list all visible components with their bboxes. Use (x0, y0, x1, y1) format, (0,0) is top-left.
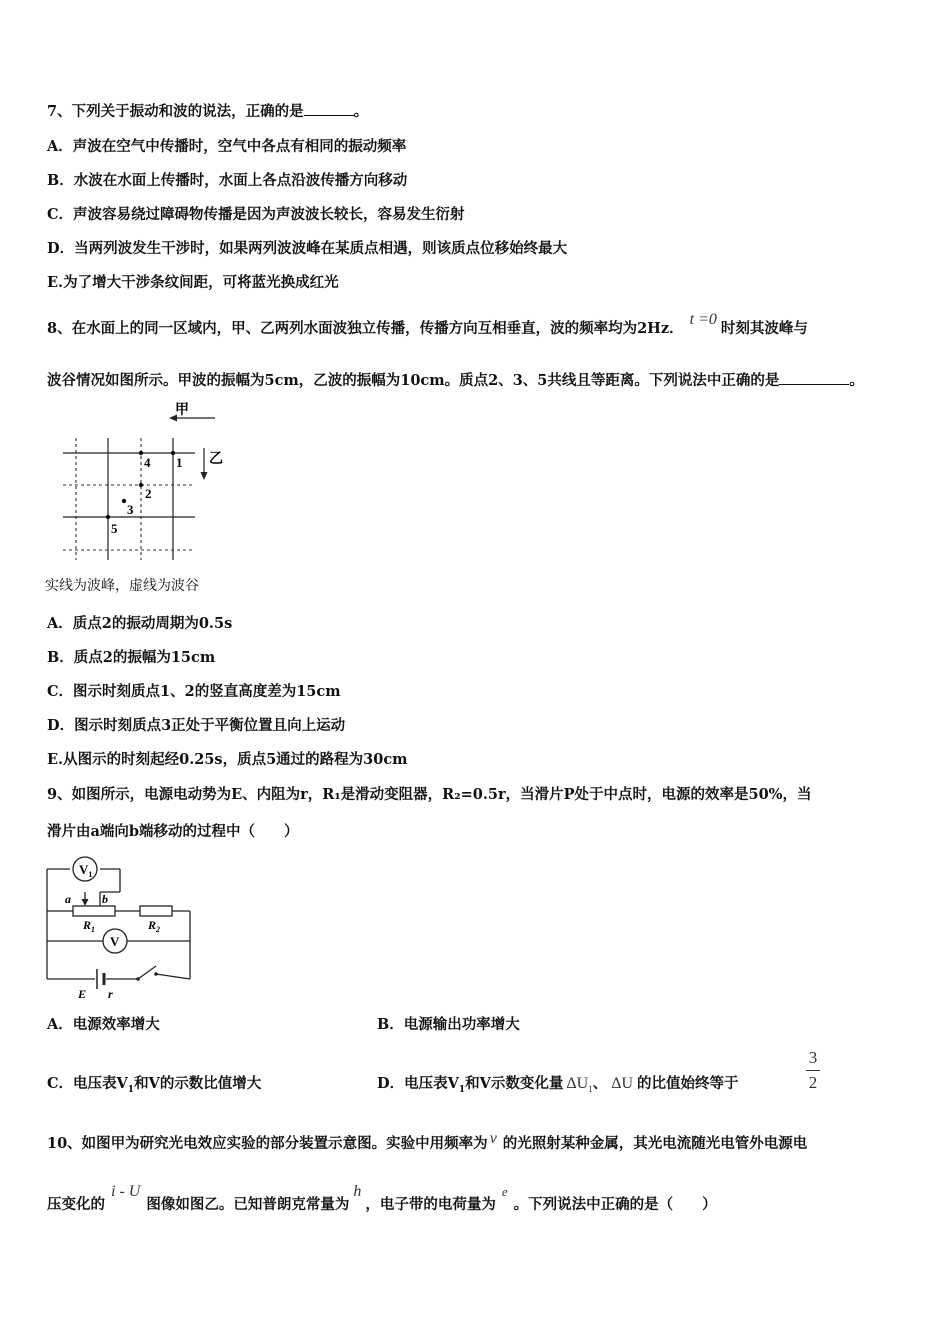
q8-stem-line1 (47, 311, 808, 338)
label-point-4: 4 (144, 455, 151, 470)
q8-figure-caption: 实线为波峰，虚线为波谷 (45, 578, 199, 594)
fraction-3-2 (806, 1048, 820, 1093)
q8-wave-figure (55, 400, 235, 565)
label-r: r (108, 987, 113, 1001)
q9-option-a: A．电源效率增大 (47, 1016, 160, 1033)
q8-stem-line2 (47, 369, 864, 390)
q7-stem-end: 。 (353, 103, 369, 120)
label-point-5: 5 (111, 521, 118, 536)
q7-stem (47, 100, 368, 121)
q8-stem-line2-text: 波谷情况如图所示。甲波的振幅为5cm，乙波的振幅为10cm。质点2、3、5共线且等距离。下列说法中正确的是 (47, 372, 780, 389)
point-2 (139, 483, 143, 487)
yi-arrow-head (201, 472, 208, 480)
switch-pivot (136, 977, 140, 981)
q9-stem-line2: 滑片由a端向b端移动的过程中（ ） (47, 823, 299, 840)
slider-p-head (82, 899, 89, 906)
frac-bar (806, 1070, 820, 1071)
label-jia: 甲 (175, 403, 189, 418)
point-4 (139, 451, 143, 455)
switch-contact (154, 972, 158, 976)
frac-numerator: 3 (808, 1048, 818, 1067)
q7-option-b: B．水波在水面上传播时，水面上各点沿波传播方向移动 (47, 172, 408, 189)
delta-u: ΔU (611, 1075, 634, 1092)
q8-option-d: D．图示时刻质点3正处于平衡位置且向上运动 (47, 717, 346, 734)
label-point-1: 1 (176, 455, 183, 470)
label-e: E (78, 987, 87, 1001)
q8-stem-part2: 时刻其波峰与 (720, 320, 808, 337)
q7-option-d: D．当两列波发生干涉时，如果两列波波峰在某质点相遇，则该质点位移始终最大 (47, 240, 568, 257)
q9-option-d: D．电压表$V_1$和V示数变化量 $\Delta U_1$、 ΔU 的比值始终等于 (377, 1075, 739, 1095)
v1-label: $V_1$ (79, 862, 93, 879)
r2-resistor (140, 906, 172, 916)
math-iu: i - U (111, 1183, 141, 1200)
frac-denominator: 2 (808, 1073, 818, 1092)
label-b: b (102, 892, 108, 906)
label-r2: $R_2$ (148, 918, 161, 934)
q7-option-e: E.为了增大干涉条纹间距，可将蓝光换成红光 (47, 274, 339, 291)
q9-circuit-figure (40, 852, 200, 1002)
q8-stem-part1: 8、在水面上的同一区域内，甲、乙两列水面波独立传播，传播方向互相垂直，波的频率均为2Hz． (47, 320, 684, 337)
q8-answer-blank (779, 384, 849, 385)
math-e: e (501, 1184, 508, 1199)
q10-line2: 压变化的i - U图像如图乙。已知普朗克常量为h，电子带的电荷量为e。下列说法中正确的是（ ） (47, 1183, 717, 1213)
q9-option-b: B．电源输出功率增大 (377, 1016, 520, 1033)
q8-option-c: C．图示时刻质点1、2的竖直高度差为15cm (47, 683, 341, 700)
label-point-2: 2 (145, 486, 152, 501)
q9-option-c: C．电压表$V_1$和V的示数比值增大 (47, 1075, 262, 1095)
q8-math-t0: t =0 (689, 311, 717, 328)
point-5 (106, 515, 110, 519)
q7-option-a: A．声波在空气中传播时，空气中各点有相同的振动频率 (47, 138, 407, 155)
q8-option-b: B．质点2的振幅为15cm (47, 649, 216, 666)
q8-option-e: E.从图示的时刻起经0.25s，质点5通过的路程为30cm (47, 751, 408, 768)
r1-resistor (73, 906, 115, 916)
math-v: v (489, 1130, 497, 1147)
q8-option-a: A．质点2的振动周期为0.5s (47, 615, 233, 632)
q9-stem-line1: 9、如图所示，电源电动势为E、内阻为r，R₁是滑动变阻器，R₂=0.5r，当滑片P处于中点时，电源的效率是50%，当 (47, 786, 812, 803)
delta-u1: $\Delta U_1$ (566, 1075, 593, 1095)
point-1 (171, 451, 175, 455)
q7-option-c: C．声波容易绕过障碍物传播是因为声波波长较长，容易发生衍射 (47, 206, 465, 223)
label-r1: $R_1$ (83, 918, 96, 934)
label-point-3: 3 (127, 502, 134, 517)
label-yi: 乙 (209, 452, 223, 467)
q10-line1: 10、如图甲为研究光电效应实验的部分装置示意图。实验中用频率为 v 的光照射某种金属，其光电流随光电管外电源电 (47, 1130, 808, 1152)
math-h: h (353, 1183, 362, 1200)
point-3 (122, 499, 126, 503)
label-a: a (65, 892, 71, 906)
q7-stem-text: 7、下列关于振动和波的说法，正确的是 (47, 103, 304, 120)
q7-answer-blank (304, 115, 354, 116)
v-label: V (110, 934, 120, 949)
q8-stem-end: 。 (849, 372, 864, 389)
